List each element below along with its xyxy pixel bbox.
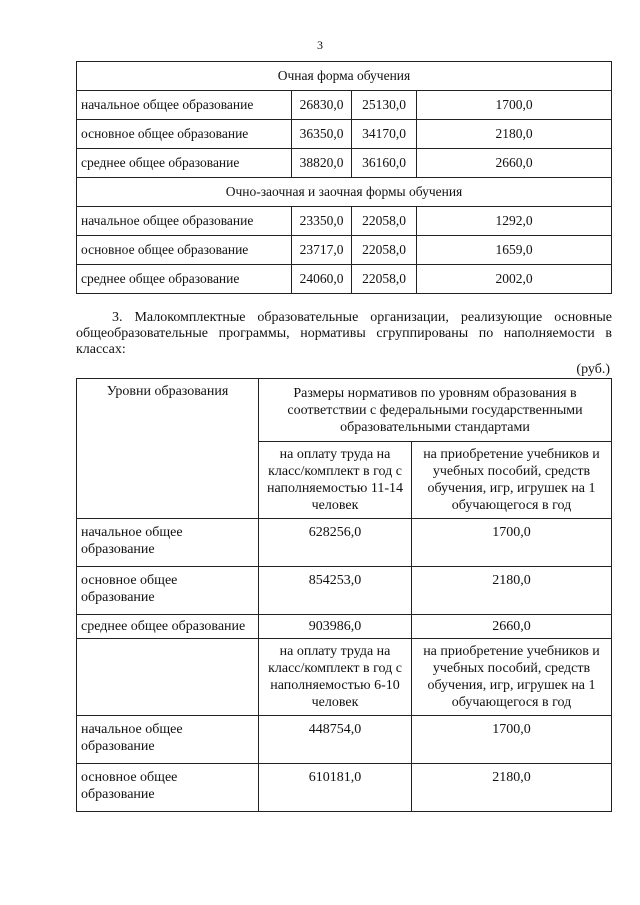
header-sizes: Размеры нормативов по уровням образования в соответствии с федеральными государственными образовательными стандартами [259, 379, 612, 442]
value-cell: 22058,0 [352, 207, 417, 236]
value-cell: 36350,0 [292, 120, 352, 149]
header-pay-6-10: на оплату труда на класс/комплект в год с наполняемостью 6-10 человек [259, 639, 412, 716]
value-cell: 2660,0 [412, 615, 612, 639]
value-cell: 2180,0 [412, 764, 612, 812]
table-row [77, 149, 612, 178]
level-cell: начальное общее образование [77, 519, 259, 567]
page-number: 3 [317, 38, 323, 52]
header-pay-11-14: на оплату труда на класс/комплект в год с наполняемостью 11-14 человек [259, 442, 412, 519]
level-cell: основное общее образование [77, 236, 292, 265]
value-cell: 628256,0 [259, 519, 412, 567]
table-row [77, 91, 612, 120]
value-cell: 24060,0 [292, 265, 352, 294]
value-cell: 610181,0 [259, 764, 412, 812]
table-row [77, 764, 612, 812]
value-cell: 22058,0 [352, 265, 417, 294]
value-cell: 26830,0 [292, 91, 352, 120]
empty-cell [77, 639, 259, 716]
value-cell: 2180,0 [417, 120, 612, 149]
norms-table-small-schools [76, 378, 612, 812]
paragraph-text: 3. Малокомплектные образовательные организации, реализующие основные общеобразовательные программы, нормативы сгруппированы по наполняемости в классах: [76, 310, 612, 357]
section-title: Очно-заочная и заочная формы обучения [77, 178, 612, 207]
level-cell: основное общее образование [77, 764, 259, 812]
value-cell: 1292,0 [417, 207, 612, 236]
value-cell: 1700,0 [412, 519, 612, 567]
level-cell: основное общее образование [77, 120, 292, 149]
value-cell: 2002,0 [417, 265, 612, 294]
level-cell: среднее общее образование [77, 615, 259, 639]
value-cell: 23717,0 [292, 236, 352, 265]
value-cell: 1700,0 [412, 716, 612, 764]
level-cell: начальное общее образование [77, 207, 292, 236]
section-title: Очная форма обучения [77, 62, 612, 91]
header-books: на приобретение учебников и учебных пособий, средств обучения, игр, игрушек на 1 обучающегося в год [412, 442, 612, 519]
level-cell: начальное общее образование [77, 91, 292, 120]
table-row [77, 567, 612, 615]
value-cell: 903986,0 [259, 615, 412, 639]
paragraph-3 [76, 310, 612, 358]
table-row [77, 615, 612, 639]
level-cell: начальное общее образование [77, 716, 259, 764]
table-row [77, 207, 612, 236]
table-row [77, 519, 612, 567]
table-row [77, 716, 612, 764]
header-books: на приобретение учебников и учебных пособий, средств обучения, игр, игрушек на 1 обучающегося в год [412, 639, 612, 716]
value-cell: 448754,0 [259, 716, 412, 764]
table-row [77, 265, 612, 294]
value-cell: 1659,0 [417, 236, 612, 265]
level-cell: среднее общее образование [77, 265, 292, 294]
value-cell: 2180,0 [412, 567, 612, 615]
value-cell: 38820,0 [292, 149, 352, 178]
value-cell: 1700,0 [417, 91, 612, 120]
level-cell: среднее общее образование [77, 149, 292, 178]
value-cell: 36160,0 [352, 149, 417, 178]
value-cell: 854253,0 [259, 567, 412, 615]
table-row [77, 236, 612, 265]
value-cell: 25130,0 [352, 91, 417, 120]
value-cell: 22058,0 [352, 236, 417, 265]
unit-label: (руб.) [576, 362, 610, 377]
value-cell: 2660,0 [417, 149, 612, 178]
header-levels: Уровни образования [77, 379, 259, 519]
norms-table-full-classes [76, 61, 612, 294]
value-cell: 23350,0 [292, 207, 352, 236]
value-cell: 34170,0 [352, 120, 417, 149]
level-cell: основное общее образование [77, 567, 259, 615]
table-row [77, 120, 612, 149]
